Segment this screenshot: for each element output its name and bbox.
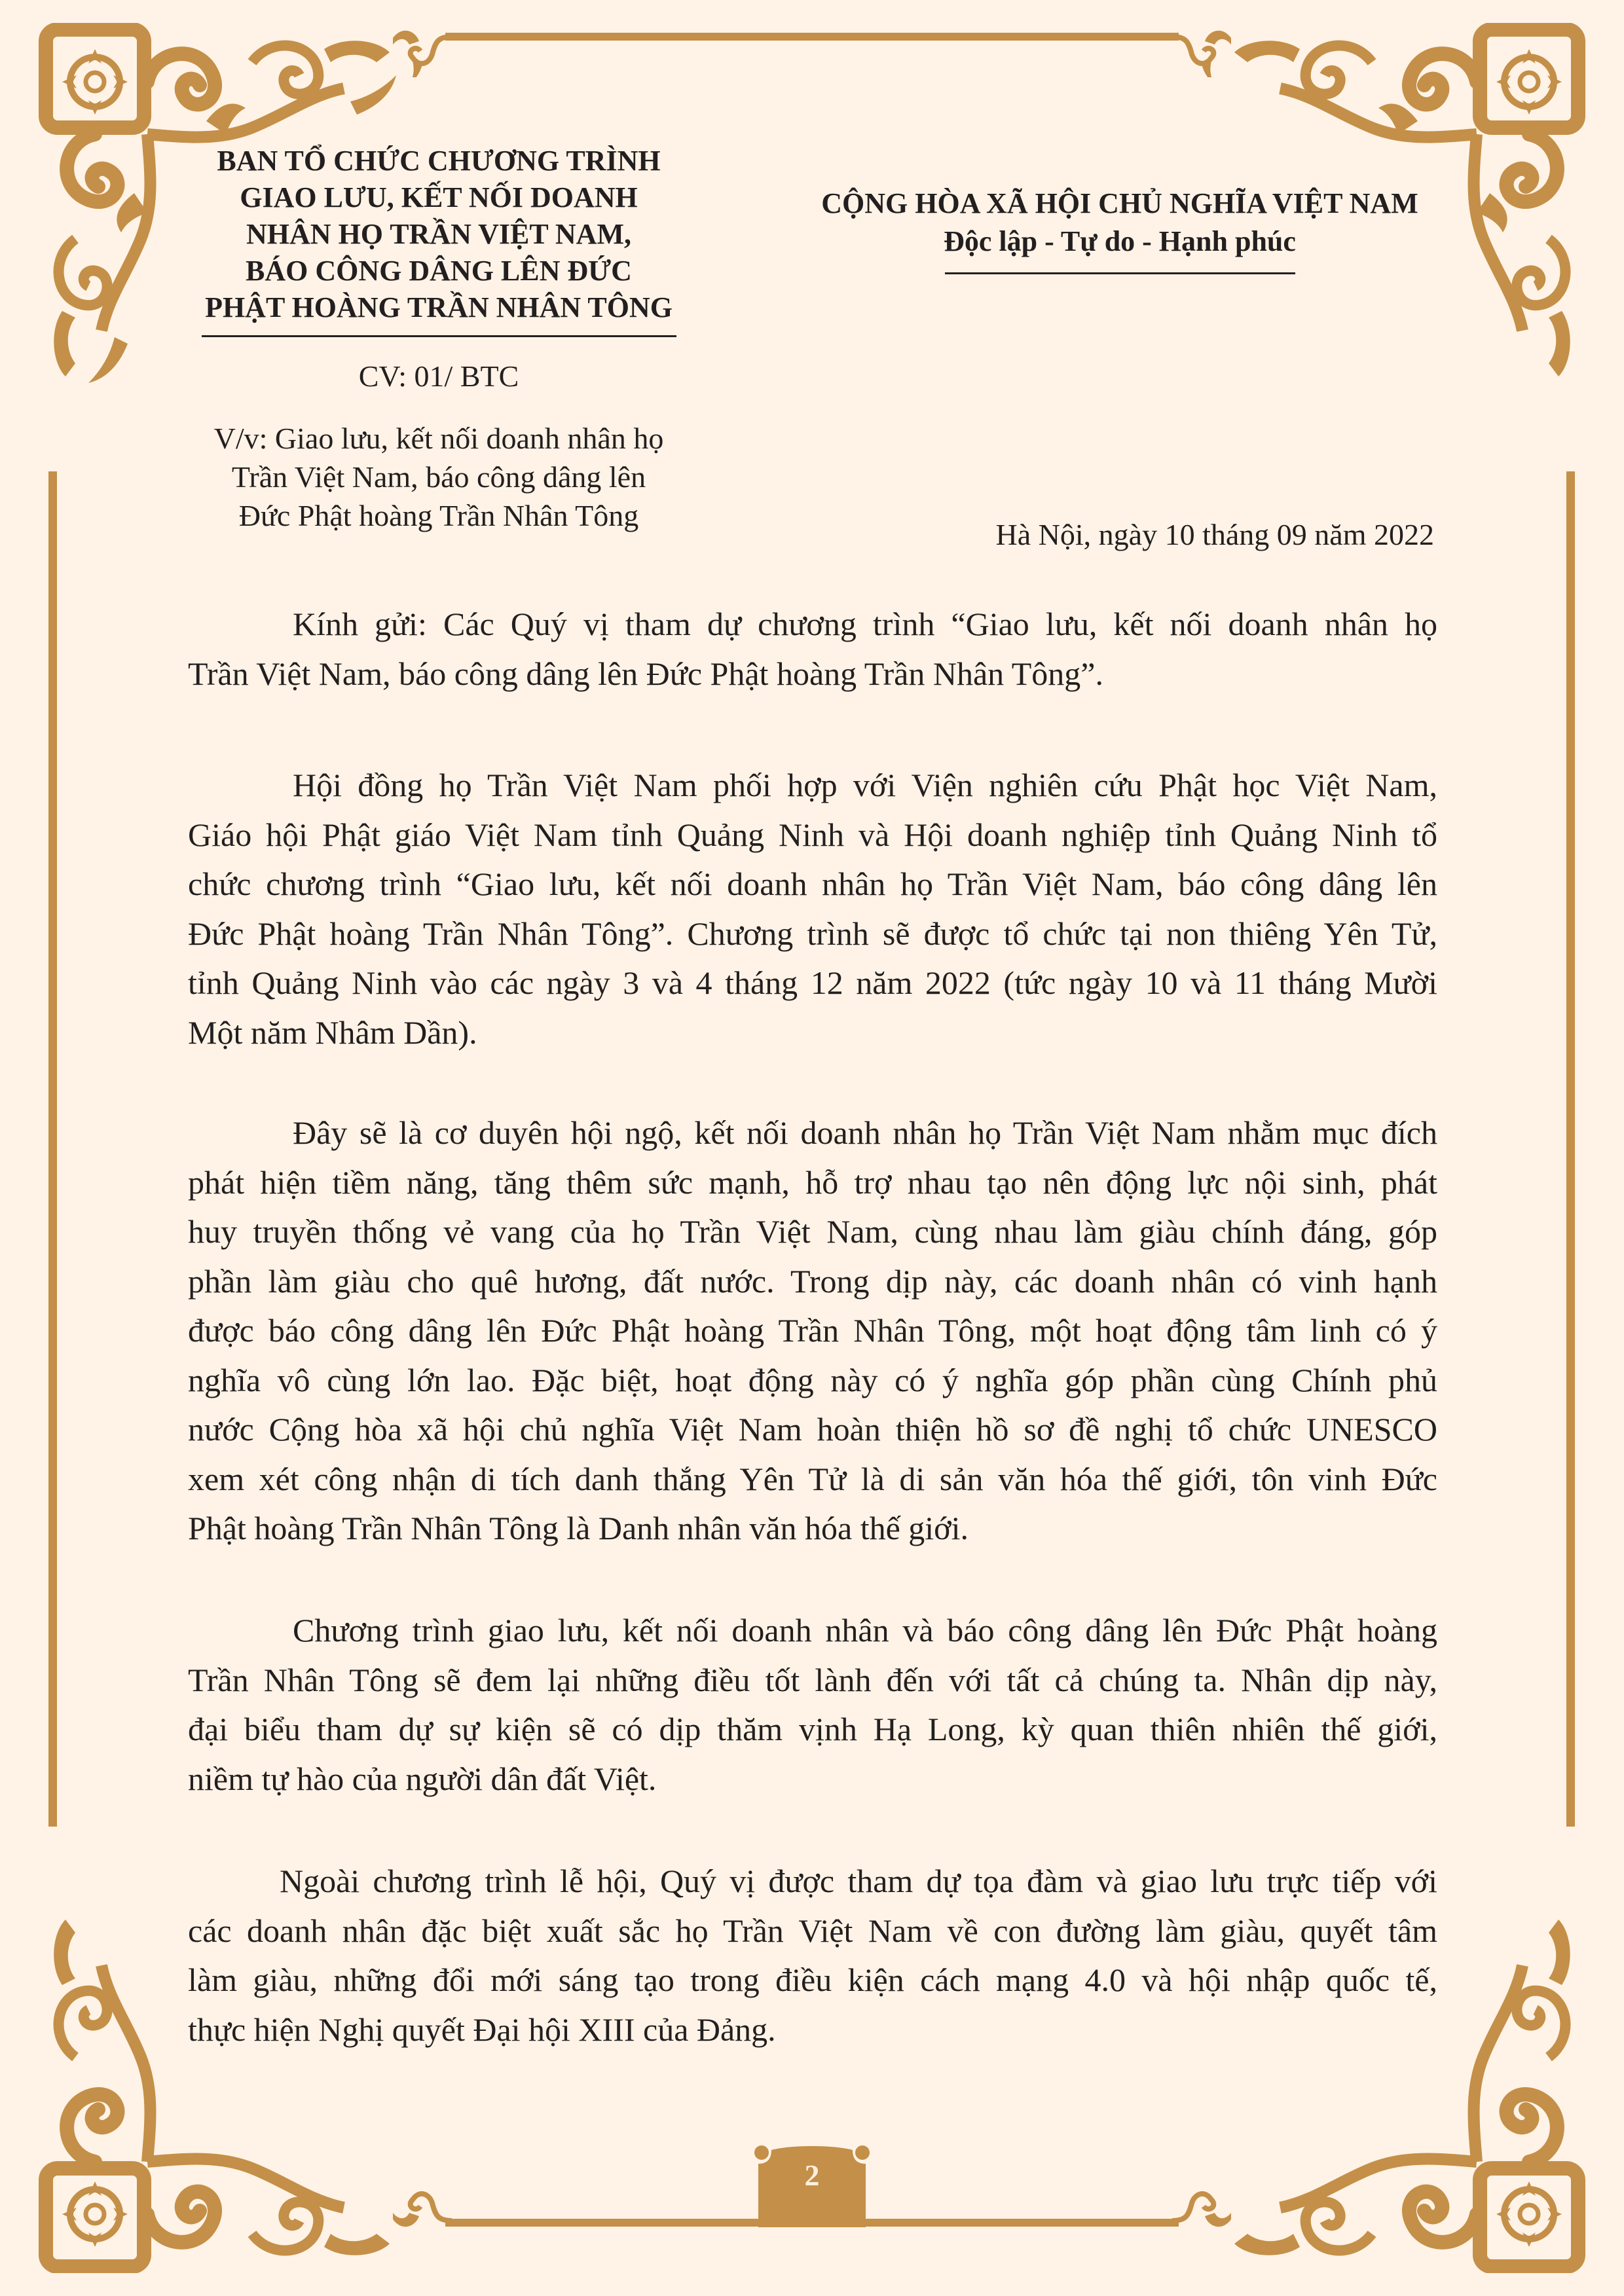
flourish-bottom-right-icon <box>1166 2180 1238 2232</box>
paragraph-line: Ngoài chương trình lễ hội, Quý vị được tham dự tọa đàm và giao lưu trực tiếp với <box>280 1863 1437 1899</box>
paragraph-organizers <box>188 761 1437 1057</box>
frame-right-line <box>1566 471 1575 1827</box>
organization-header <box>196 143 681 337</box>
flourish-bottom-left-icon <box>386 2180 458 2232</box>
paragraph-salutation <box>188 600 1437 699</box>
paragraph-line: Một năm Nhâm Dần). <box>188 1013 477 1051</box>
organization-header-divider <box>202 335 676 337</box>
frame-top-line <box>445 33 1179 41</box>
paragraph-line: Chương trình giao lưu, kết nối doanh nhân và báo công dâng lên Đức Phật hoàng <box>293 1612 1437 1649</box>
paragraph-line: Kính gửi: Các Quý vị tham dự chương trình “Giao lưu, kết nối doanh nhân họ <box>293 606 1437 642</box>
flourish-top-right-icon <box>1166 25 1238 77</box>
organization-header-line: GIAO LƯU, KẾT NỐI DOANH <box>240 181 638 213</box>
paragraph-line: nước Cộng hòa xã hội chủ nghĩa Việt Nam hoàn thiện hồ sơ đề nghị tổ chức UNESCO <box>188 1411 1437 1448</box>
paragraph-benefits <box>188 1606 1437 1804</box>
paragraph-line: nghĩa vô cùng lớn lao. Đặc biệt, hoạt động này có ý nghĩa góp phần cùng Chính phủ <box>188 1361 1437 1398</box>
paragraph-line: Trần Việt Nam, báo công dâng lên Đức Phật hoàng Trần Nhân Tông”. <box>188 655 1103 692</box>
reference-number: CV: 01/ BTC <box>358 359 519 393</box>
paragraph-line: xem xét công nhận di tích danh thắng Yên Tử là di sản văn hóa thế giới, tôn vinh Đức <box>188 1460 1437 1497</box>
frame-left-line <box>48 471 57 1827</box>
paragraph-line: Giáo hội Phật giáo Việt Nam tỉnh Quảng Ninh và Hội doanh nghiệp tỉnh Quảng Ninh tổ <box>188 816 1437 853</box>
paragraph-line: phát hiện tiềm năng, tăng thêm sức mạnh, hỗ trợ nhau tạo nên động lực nội sinh, phát <box>188 1163 1437 1201</box>
flourish-top-left-icon <box>386 25 458 77</box>
paragraph-line: huy truyền thống vẻ vang của họ Trần Việt Nam, cùng nhau làm giàu chính đáng, góp <box>188 1213 1437 1250</box>
national-header-divider <box>945 272 1295 274</box>
paragraph-line: làm giàu, những đổi mới sáng tạo trong điều kiện cách mạng 4.0 và hội nhập quốc tế, <box>188 1961 1437 1998</box>
paragraph-line: Hội đồng họ Trần Việt Nam phối hợp với Viện nghiên cứu Phật học Việt Nam, <box>293 767 1437 803</box>
paragraph-line: phần làm giàu cho quê hương, đất nước. Trong dịp này, các doanh nhân có vinh hạnh <box>188 1262 1437 1300</box>
paragraph-line: niềm tự hào của người dân đất Việt. <box>188 1760 657 1797</box>
national-motto: Độc lập - Tự do - Hạnh phúc <box>944 225 1296 257</box>
paragraph-line: chức chương trình “Giao lưu, kết nối doanh nhân họ Trần Việt Nam, báo công dâng lên <box>188 866 1437 902</box>
paragraph-line: đại biểu tham dự sự kiện sẽ có dịp thăm vịnh Hạ Long, kỳ quan thiên nhiên thế giới, <box>188 1711 1437 1747</box>
organization-header-line: NHÂN HỌ TRẦN VIỆT NAM, <box>246 218 631 250</box>
page-number: 2 <box>804 2159 820 2192</box>
paragraph-line: Phật hoàng Trần Nhân Tông là Danh nhân văn hóa thế giới. <box>188 1510 969 1546</box>
paragraph-purpose <box>188 1108 1437 1554</box>
paragraph-line: Trần Nhân Tông sẽ đem lại những điều tốt lành đến với tất cả chúng ta. Nhân dịp này, <box>188 1661 1437 1698</box>
subject-line: Trần Việt Nam, báo công dâng lên <box>231 460 646 494</box>
paragraph-line: Đức Phật hoàng Trần Nhân Tông”. Chương trình sẽ được tổ chức tại non thiêng Yên Tử, <box>188 915 1437 952</box>
subject-block <box>196 419 681 535</box>
organization-header-line: BÁO CÔNG DÂNG LÊN ĐỨC <box>246 255 632 287</box>
organization-header-line: PHẬT HOÀNG TRẦN NHÂN TÔNG <box>205 291 673 323</box>
paragraph-line: thực hiện Nghị quyết Đại hội XIII của Đảng. <box>188 2011 776 2048</box>
country-name: CỘNG HÒA XÃ HỘI CHỦ NGHĨA VIỆT NAM <box>821 187 1418 219</box>
paragraph-line: tỉnh Quảng Ninh vào các ngày 3 và 4 tháng 12 năm 2022 (tức ngày 10 và 11 tháng Mười <box>188 964 1437 1001</box>
paragraph-line: được báo công dâng lên Đức Phật hoàng Trần Nhân Tông, một hoạt động tâm linh có ý <box>188 1312 1437 1349</box>
subject-line: V/v: Giao lưu, kết nối doanh nhân họ <box>213 422 664 455</box>
paragraph-line: Đây sẽ là cơ duyên hội ngộ, kết nối doanh nhân họ Trần Việt Nam nhằm mục đích <box>293 1114 1437 1151</box>
paragraph-line: các doanh nhân đặc biệt xuất sắc họ Trần Việt Nam về con đường làm giàu, quyết tâm <box>188 1912 1437 1949</box>
subject-line: Đức Phật hoàng Trần Nhân Tông <box>238 499 639 532</box>
place-and-date: Hà Nội, ngày 10 tháng 09 năm 2022 <box>995 518 1434 551</box>
national-header <box>779 185 1460 274</box>
paragraph-activities <box>188 1857 1437 2054</box>
organization-header-line: BAN TỔ CHỨC CHƯƠNG TRÌNH <box>217 145 661 177</box>
